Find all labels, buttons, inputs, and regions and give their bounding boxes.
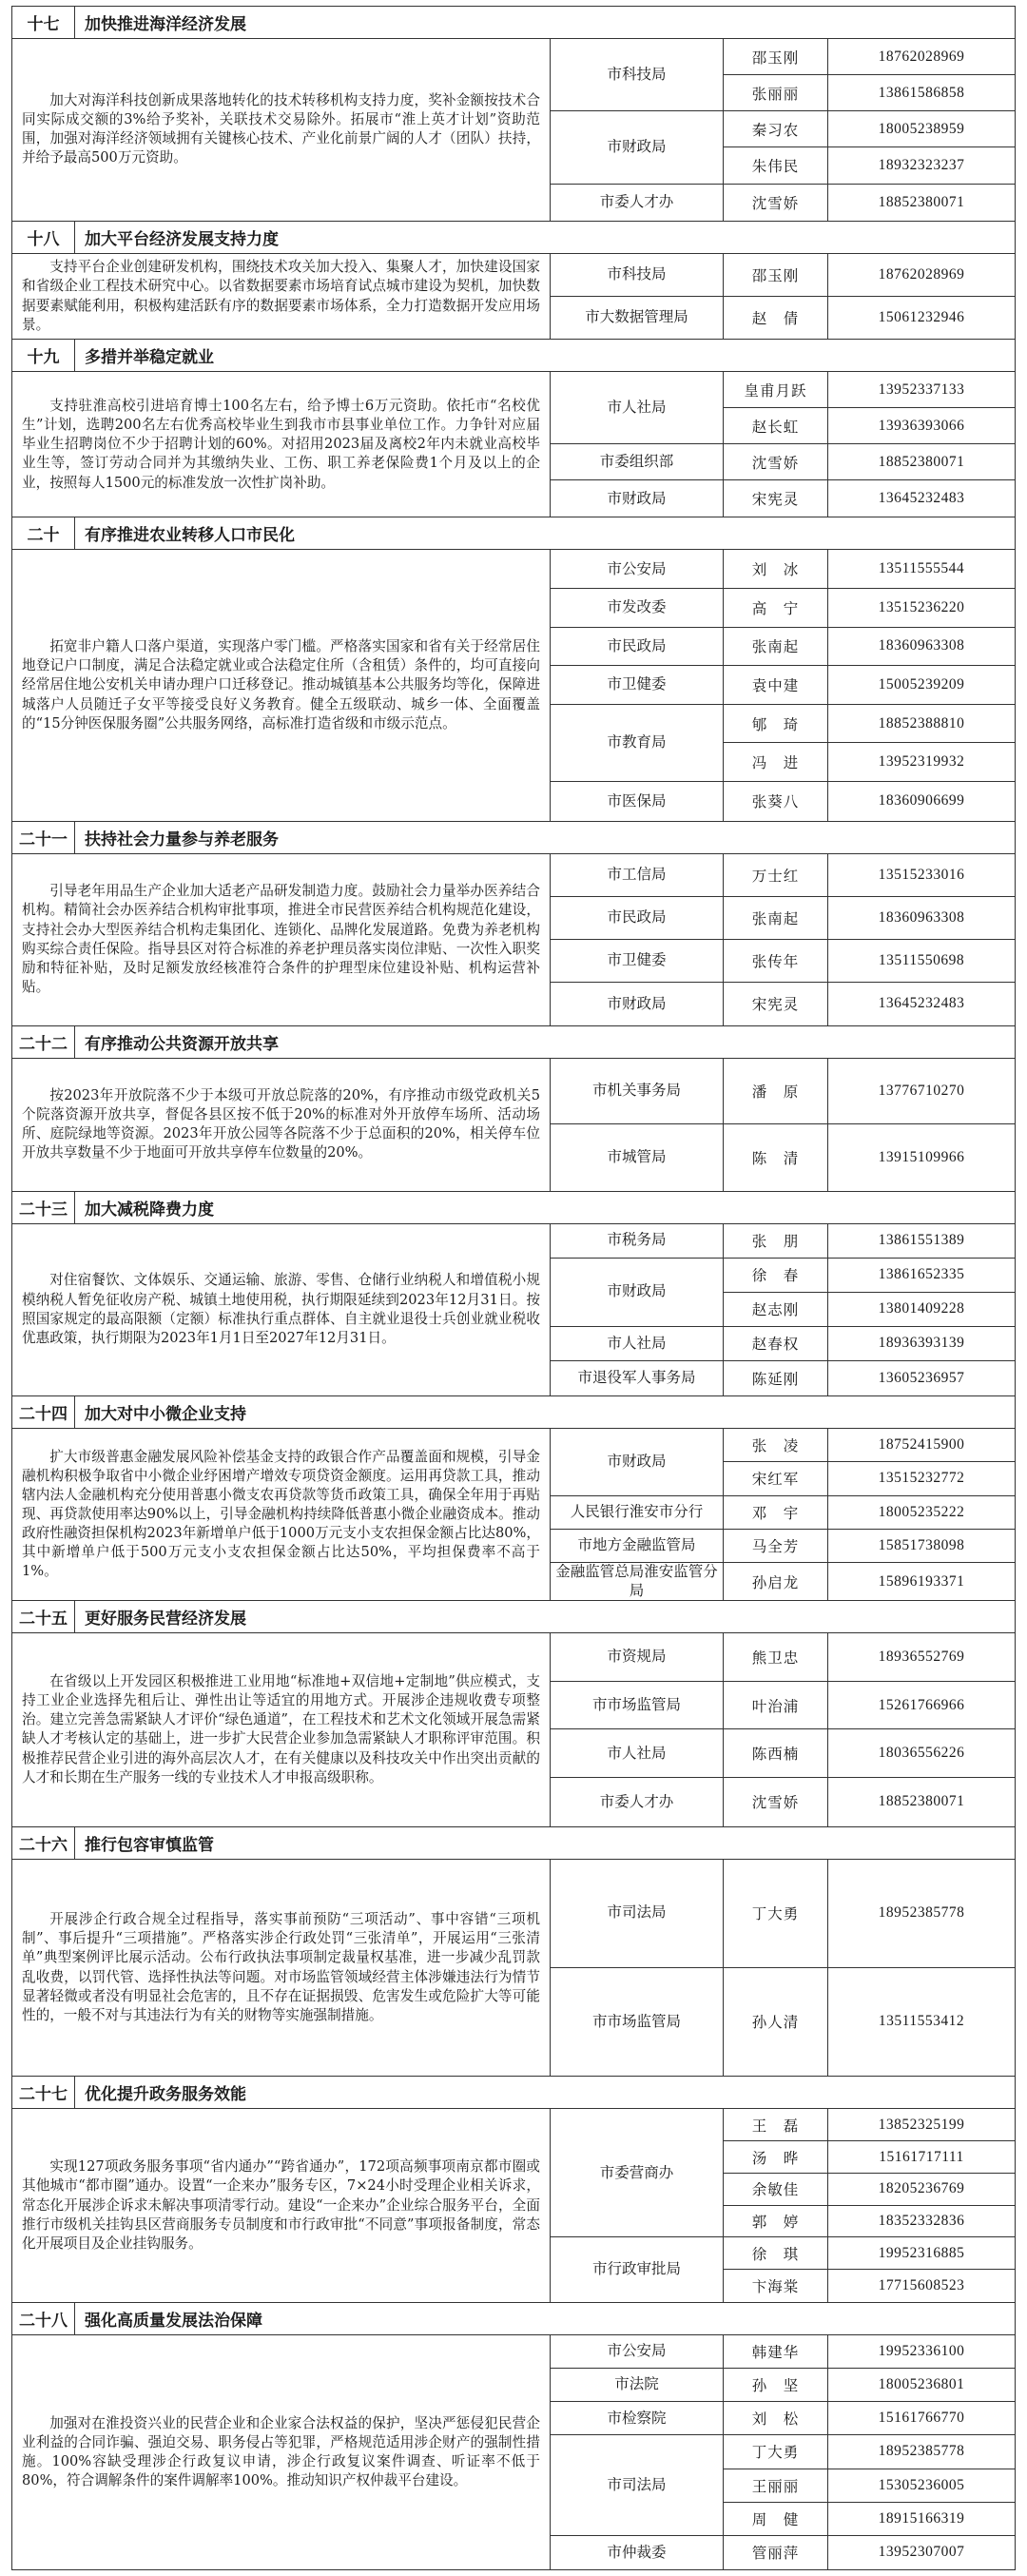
contact-department: 市民政局 bbox=[551, 897, 724, 940]
contact-phone: 15261766966 bbox=[828, 1682, 1015, 1730]
section-number: 二十 bbox=[12, 517, 75, 549]
section-header bbox=[11, 1600, 1016, 1632]
contact-table bbox=[551, 1224, 1015, 1395]
contact-department: 市财政局 bbox=[551, 983, 724, 1025]
contact-name: 郇 琦 bbox=[724, 705, 828, 744]
contact-name: 孙启龙 bbox=[724, 1563, 828, 1600]
contact-name: 丁大勇 bbox=[724, 1860, 828, 1968]
section-description bbox=[12, 2335, 551, 2569]
contact-phone: 18360963308 bbox=[828, 897, 1015, 940]
contact-department: 市委组织部 bbox=[551, 444, 724, 480]
contact-name: 宋红军 bbox=[724, 1462, 828, 1495]
contact-name: 张南起 bbox=[724, 897, 828, 940]
section-number: 二十七 bbox=[12, 2077, 75, 2108]
section-title: 扶持社会力量参与养老服务 bbox=[85, 829, 279, 849]
contact-phone: 15896193371 bbox=[878, 1572, 965, 1590]
section-title: 加大对中小微企业支持 bbox=[85, 1404, 246, 1424]
policy-section bbox=[11, 1826, 1016, 2077]
section-description bbox=[12, 550, 551, 820]
section-description-text: 加大对海洋科技创新成果落地转化的技术转移机构支持力度，奖补金额按技术合同实际成交额的3%给予奖补，关联技术交易除外。拓展市“淮上英才计划”资助范围，加强对海洋经济领域拥有关键核心技术、产业化前景广阔的人才（团队）扶持，并给予最高500万元资助。 bbox=[22, 92, 540, 166]
contact-department: 市市场监管局 bbox=[551, 1968, 724, 2077]
contact-phone: 18352332836 bbox=[828, 2206, 1015, 2238]
policy-section bbox=[11, 1025, 1016, 1191]
contact-department: 市公安局 bbox=[551, 550, 724, 589]
section-description-text: 拓宽非户籍人口落户渠道，实现落户零门槛。严格落实国家和省有关于经常居住地登记户口制度，满足合法稳定就业或合法稳定住所（含租赁）条件的，均可直接向经常居住地公安机关申请办理户口迁移登记。推动城镇基本公共服务均等化，保障进城落户人员随迁子女平等接受良好义务教育。健全五级联动、城乡一体、全面覆盖的“15分钟医保服务圈”公共服务网络，高标准打造省级和市级示范点。 bbox=[22, 638, 540, 732]
contact-name: 宋宪灵 bbox=[724, 983, 828, 1025]
section-description-text: 按2023年开放院落不少于本级可开放总院落的20%，有序推动市级党政机关5个院落资源开放共享，督促各县区按不低于20%的标准对外开放停车场所、活动场所、庭院绿地等资源。2023年开放公园等各院落不少于总面积的20%，相关停车位开放共享数量不少于地面可开放共享停车位数量的20%。 bbox=[22, 1086, 540, 1161]
contact-table bbox=[551, 1059, 1015, 1191]
contact-table bbox=[551, 372, 1015, 517]
contact-phone: 18762028969 bbox=[828, 254, 1015, 297]
contact-phone: 13515232772 bbox=[828, 1462, 1015, 1495]
contact-phone: 15161766770 bbox=[828, 2402, 1015, 2435]
section-title: 有序推进农业转移人口市民化 bbox=[85, 526, 295, 546]
contact-department: 市检察院 bbox=[551, 2402, 724, 2435]
contact-phone: 18936552769 bbox=[828, 1633, 1015, 1682]
contact-phone: 15061232946 bbox=[878, 308, 965, 325]
contact-department: 市仲裁委 bbox=[551, 2536, 724, 2569]
contact-name: 沈雪娇 bbox=[724, 185, 828, 221]
section-description-text: 实现127项政务服务事项“省内通办”“跨省通办”，172项高频事项南京都市圈或其他城市“都市圈”通办。设置“一企来办”服务专区，7×24小时受理企业相关诉求，常态化开展涉企诉求未解决事项清零行动。建设“一企来办”企业综合服务平台，全面推行市级机关挂钩县区营商服务专员制度和市行政审批“不同意”事项报备制度，常态化开展项目及企业挂钩服务。 bbox=[22, 2158, 540, 2252]
policy-section bbox=[11, 6, 1016, 221]
contact-name: 万士红 bbox=[724, 854, 828, 897]
section-description bbox=[12, 39, 551, 221]
contact-department: 市地方金融监管局 bbox=[551, 1530, 724, 1563]
section-description bbox=[12, 854, 551, 1025]
contact-phone: 15305236005 bbox=[828, 2469, 1015, 2503]
section-title: 加大平台经济发展支持力度 bbox=[85, 229, 279, 249]
contact-name: 王 磊 bbox=[724, 2109, 828, 2141]
policy-section bbox=[11, 2302, 1016, 2570]
contact-name: 熊卫忠 bbox=[724, 1633, 828, 1682]
section-header bbox=[11, 339, 1016, 371]
contact-table bbox=[551, 2109, 1015, 2302]
contact-name: 赵志刚 bbox=[724, 1293, 828, 1327]
contact-department: 市司法局 bbox=[551, 2435, 724, 2535]
policy-section bbox=[11, 339, 1016, 517]
contact-phone: 18036556226 bbox=[828, 1729, 1015, 1778]
contact-department: 市市场监管局 bbox=[551, 1682, 724, 1730]
contact-phone: 18762028969 bbox=[828, 39, 1015, 75]
contact-department: 市退役军人事务局 bbox=[551, 1361, 724, 1395]
contact-phone: 13852325199 bbox=[828, 2109, 1015, 2141]
contact-department: 市财政局 bbox=[551, 1259, 724, 1327]
section-header bbox=[11, 6, 1016, 38]
contact-phone: 15851738098 bbox=[828, 1530, 1015, 1563]
contact-name: 赵 倩 bbox=[724, 297, 828, 340]
contact-phone: 18752415900 bbox=[828, 1429, 1015, 1462]
section-header bbox=[11, 221, 1016, 253]
contact-department: 市大数据管理局 bbox=[551, 297, 724, 340]
section-number: 二十五 bbox=[12, 1601, 75, 1632]
contact-phone: 18852388810 bbox=[828, 705, 1015, 744]
contact-department: 金融监管总局淮安监管分局 bbox=[551, 1563, 724, 1600]
contact-table bbox=[551, 854, 1015, 1025]
contact-department: 人民银行淮安市分行 bbox=[551, 1496, 724, 1530]
contact-phone: 18852380071 bbox=[878, 193, 965, 210]
contact-department: 市工信局 bbox=[551, 854, 724, 897]
contact-table bbox=[551, 2335, 1015, 2569]
section-description-text: 加强对在淮投资兴业的民营企业和企业家合法权益的保护，坚决严惩侵犯民营企业利益的合同诈骗、强迫交易、职务侵占等犯罪，严格规范适用涉企财产的强制性措施。100%容缺受理涉企行政复议申请，涉企行政复议案件调查、听证率不低于80%，符合调解条件的案件调解率100%。推动知识产权仲裁平台建设。 bbox=[22, 2414, 540, 2489]
contact-phone: 18360906699 bbox=[878, 792, 965, 810]
section-description bbox=[12, 372, 551, 517]
contact-department: 市人社局 bbox=[551, 1327, 724, 1361]
contact-phone: 13952319932 bbox=[828, 743, 1015, 782]
contact-phone: 13952307007 bbox=[878, 2544, 965, 2561]
contact-name: 赵春权 bbox=[724, 1327, 828, 1361]
contact-name: 张丽丽 bbox=[724, 75, 828, 111]
contact-phone: 13515236220 bbox=[828, 589, 1015, 628]
contact-name: 王丽丽 bbox=[724, 2469, 828, 2503]
contact-department: 市财政局 bbox=[551, 1429, 724, 1496]
contact-department: 市城管局 bbox=[551, 1124, 724, 1190]
contact-department: 市法院 bbox=[551, 2369, 724, 2402]
section-description bbox=[12, 1633, 551, 1826]
contact-phone: 19952336100 bbox=[828, 2335, 1015, 2369]
section-description bbox=[12, 254, 551, 340]
contact-department: 市人社局 bbox=[551, 1729, 724, 1778]
section-number: 二十一 bbox=[12, 822, 75, 853]
contact-name: 张南起 bbox=[724, 628, 828, 667]
section-header bbox=[11, 2076, 1016, 2108]
contact-name: 沈雪娇 bbox=[724, 444, 828, 480]
contact-table bbox=[551, 1429, 1015, 1600]
contact-department: 市民政局 bbox=[551, 628, 724, 667]
section-number: 二十六 bbox=[12, 1827, 75, 1859]
policy-section bbox=[11, 821, 1016, 1025]
section-body bbox=[11, 853, 1016, 1025]
contact-name: 丁大勇 bbox=[724, 2435, 828, 2469]
policy-section bbox=[11, 1191, 1016, 1395]
contact-department: 市发改委 bbox=[551, 589, 724, 628]
contact-phone: 18952385778 bbox=[828, 1860, 1015, 1968]
contact-department: 市医保局 bbox=[551, 782, 724, 821]
contact-phone: 18952385778 bbox=[828, 2435, 1015, 2469]
section-description bbox=[12, 1860, 551, 2077]
contact-phone: 13511553412 bbox=[878, 2013, 965, 2030]
section-body bbox=[11, 1223, 1016, 1395]
contact-phone: 13605236957 bbox=[878, 1369, 965, 1386]
policy-section bbox=[11, 2076, 1016, 2302]
contact-phone: 18005236801 bbox=[828, 2369, 1015, 2402]
contact-name: 邵玉刚 bbox=[724, 39, 828, 75]
section-body bbox=[11, 371, 1016, 517]
section-body bbox=[11, 253, 1016, 340]
contact-phone: 19952316885 bbox=[828, 2237, 1015, 2270]
contact-department: 市委人才办 bbox=[551, 1778, 724, 1826]
section-header bbox=[11, 821, 1016, 853]
contact-name: 秦习农 bbox=[724, 111, 828, 147]
section-title: 推行包容审慎监管 bbox=[85, 1835, 214, 1855]
section-body bbox=[11, 1859, 1016, 2077]
section-number: 十八 bbox=[12, 222, 75, 253]
policy-section bbox=[11, 1600, 1016, 1826]
section-body bbox=[11, 549, 1016, 820]
contact-department: 市委人才办 bbox=[551, 185, 724, 221]
contact-phone: 18852380071 bbox=[878, 1793, 965, 1810]
contact-phone: 17715608523 bbox=[878, 2277, 965, 2294]
contact-department: 市卫健委 bbox=[551, 940, 724, 983]
section-header bbox=[11, 1025, 1016, 1058]
section-description-text: 开展涉企行政合规全过程指导，落实事前预防“三项活动”、事中容错“三项机制”、事后提升“三项措施”。严格落实涉企行政处罚“三张清单”，开展运用“三张清单”典型案例评比展示活动。公布行政执法事项制定裁量权基准，进一步减少乱罚款乱收费，以罚代管、选择性执法等问题。对市场监管领域经营主体涉嫌违法行为情节显著轻微或者没有明显社会危害的，且不存在证据损毁、危害发生或危险扩大等可能性的，一般不对与其违法行为有关的财物等实施强制措施。 bbox=[22, 1911, 540, 2023]
section-description bbox=[12, 1429, 551, 1600]
contact-name: 韩建华 bbox=[724, 2335, 828, 2369]
contact-phone: 18915166319 bbox=[828, 2503, 1015, 2536]
section-description-text: 对住宿餐饮、文体娱乐、交通运输、旅游、零售、仓储行业纳税人和增值税小规模纳税人暂免征收房产税、城镇土地使用税，执行期限延续到2023年12月31日。按照国家规定的最高限额（定额）标准执行重点群体、自主就业退役士兵创业就业税收优惠政策，执行期限为2023年1月1日至2027年12月31日。 bbox=[22, 1272, 540, 1346]
contact-table bbox=[551, 1860, 1015, 2077]
contact-name: 陈西楠 bbox=[724, 1729, 828, 1778]
contact-name: 汤 晔 bbox=[724, 2141, 828, 2174]
section-description-text: 扩大市级普惠金融发展风险补偿基金支持的政银合作产品覆盖面和规模，引导金融机构积极争取省中小微企业纾困增产增效专项贷资金额度。运用再贷款工具，推动辖内法人金融机构充分使用普惠小微支农再贷款等货币政策工具，确保全年用于再贴现、再贷款使用率达90%以上，引导金融机构持续降低普惠小微企业融资成本。推动政府性融资担保机构2023年新增单户低于1000万元支小支农担保金额占比达80%，其中新增单户低于500万元支小支农担保金额占比达50%，平均担保费率不高于1%。 bbox=[22, 1448, 540, 1580]
contact-name: 邵玉刚 bbox=[724, 254, 828, 297]
policy-section bbox=[11, 517, 1016, 820]
contact-department: 市司法局 bbox=[551, 1860, 724, 1968]
contact-name: 张 凌 bbox=[724, 1429, 828, 1462]
contact-name: 徐 琪 bbox=[724, 2237, 828, 2270]
section-title: 有序推动公共资源开放共享 bbox=[85, 1034, 279, 1054]
contact-name: 余敏佳 bbox=[724, 2174, 828, 2206]
contact-name: 皇甫月跃 bbox=[724, 372, 828, 408]
contact-name: 宋宪灵 bbox=[724, 480, 828, 517]
section-number: 二十二 bbox=[12, 1026, 75, 1058]
contact-phone: 13801409228 bbox=[828, 1293, 1015, 1327]
contact-name: 刘 松 bbox=[724, 2402, 828, 2435]
contact-phone: 18005238959 bbox=[828, 111, 1015, 147]
contact-department: 市科技局 bbox=[551, 39, 724, 111]
contact-phone: 13776710270 bbox=[828, 1059, 1015, 1124]
contact-phone: 13936393066 bbox=[828, 408, 1015, 444]
contact-name: 袁中建 bbox=[724, 666, 828, 705]
contact-phone: 18205236769 bbox=[828, 2174, 1015, 2206]
section-number: 二十三 bbox=[12, 1192, 75, 1223]
contact-phone: 15005239209 bbox=[828, 666, 1015, 705]
contact-department: 市委营商办 bbox=[551, 2109, 724, 2237]
contact-table bbox=[551, 550, 1015, 820]
contact-department: 市财政局 bbox=[551, 111, 724, 184]
contact-department: 市机关事务局 bbox=[551, 1059, 724, 1124]
contact-name: 高 宁 bbox=[724, 589, 828, 628]
section-description bbox=[12, 1059, 551, 1191]
section-header bbox=[11, 1395, 1016, 1428]
section-body bbox=[11, 1428, 1016, 1600]
contact-phone: 13511555544 bbox=[828, 550, 1015, 589]
contact-name: 卞海棠 bbox=[724, 2270, 828, 2302]
section-title: 更好服务民营经济发展 bbox=[85, 1610, 246, 1630]
contact-name: 邓 宇 bbox=[724, 1496, 828, 1530]
section-number: 十九 bbox=[12, 340, 75, 371]
contact-phone: 18360963308 bbox=[828, 628, 1015, 667]
section-header bbox=[11, 2302, 1016, 2334]
section-description bbox=[12, 1224, 551, 1395]
section-number: 十七 bbox=[12, 7, 75, 38]
contact-name: 张葵八 bbox=[724, 782, 828, 821]
contact-name: 周 健 bbox=[724, 2503, 828, 2536]
contact-name: 孙人清 bbox=[724, 1968, 828, 2077]
section-body bbox=[11, 2108, 1016, 2302]
contact-phone: 18852380071 bbox=[828, 444, 1015, 480]
contact-name: 朱伟民 bbox=[724, 147, 828, 184]
contact-phone: 15161717111 bbox=[828, 2141, 1015, 2174]
contact-name: 陈延刚 bbox=[724, 1361, 828, 1395]
section-header bbox=[11, 1191, 1016, 1223]
contact-department: 市人社局 bbox=[551, 372, 724, 444]
contact-department: 市卫健委 bbox=[551, 666, 724, 705]
contact-name: 张 朋 bbox=[724, 1224, 828, 1259]
section-description-text: 支持驻淮高校引进培育博士100名左右，给予博士6万元资助。依托市“名校优生”计划，选聘200名左右优秀高校毕业生到我市市县事业单位工作。力争针对应届毕业生招聘岗位不少于招聘计划的60%。对招用2023届及离校2年内未就业高校毕业生等，签订劳动合同并为其缴纳失业、工伤、职工养老保险费1个月及以上的企业，按照每人1500元的标准发放一次性扩岗补助。 bbox=[22, 398, 540, 491]
section-description-text: 引导老年用品生产企业加大适老产品研发制造力度。鼓励社会力量举办医养结合机构。精简社会办医养结合机构审批事项，推进全市民营医养结合机构规范化建设，支持社会办大型医养结合机构走集团化、连锁化、品牌化发展道路。免费为养老机构购买综合责任保险。指导县区对符合标准的养老护理员落实岗位津贴、一次性入职奖励和特征补贴，及时足额发放经核准符合条件的护理型床位建设补贴、机构运营补贴。 bbox=[22, 883, 540, 995]
contact-name: 刘 冰 bbox=[724, 550, 828, 589]
policy-table bbox=[11, 6, 1016, 2570]
section-header bbox=[11, 1826, 1016, 1859]
contact-phone: 13861652335 bbox=[828, 1259, 1015, 1293]
section-body bbox=[11, 1632, 1016, 1826]
contact-department: 市公安局 bbox=[551, 2335, 724, 2369]
contact-name: 陈 清 bbox=[724, 1124, 828, 1190]
contact-department: 市教育局 bbox=[551, 705, 724, 782]
contact-name: 赵长虹 bbox=[724, 408, 828, 444]
contact-table bbox=[551, 1633, 1015, 1826]
contact-department: 市税务局 bbox=[551, 1224, 724, 1259]
contact-department: 市科技局 bbox=[551, 254, 724, 297]
contact-name: 郭 婷 bbox=[724, 2206, 828, 2238]
policy-section bbox=[11, 221, 1016, 340]
contact-phone: 13861586858 bbox=[828, 75, 1015, 111]
section-title: 多措并举稳定就业 bbox=[85, 348, 214, 368]
section-description-text: 支持平台企业创建研发机构，围绕技术攻关加大投入、集聚人才，加快建设国家和省级企业工程技术研究中心。以省数据要素市场培育试点城市建设为契机，加快数据要素赋能利用，积极构建活跃有序的数据要素市场体系，全力打造数据开发应用场景。 bbox=[22, 259, 540, 333]
contact-phone: 13952337133 bbox=[828, 372, 1015, 408]
section-title: 优化提升政务服务效能 bbox=[85, 2085, 246, 2105]
contact-name: 管丽萍 bbox=[724, 2536, 828, 2569]
contact-name: 孙 坚 bbox=[724, 2369, 828, 2402]
contact-department: 市财政局 bbox=[551, 480, 724, 517]
contact-name: 徐 春 bbox=[724, 1259, 828, 1293]
contact-department: 市行政审批局 bbox=[551, 2237, 724, 2302]
section-body bbox=[11, 1058, 1016, 1191]
contact-department: 市资规局 bbox=[551, 1633, 724, 1682]
contact-phone: 13915109966 bbox=[878, 1148, 965, 1165]
contact-name: 叶治浦 bbox=[724, 1682, 828, 1730]
contact-name: 冯 进 bbox=[724, 743, 828, 782]
contact-name: 张传年 bbox=[724, 940, 828, 983]
contact-phone: 13515233016 bbox=[828, 854, 1015, 897]
contact-table bbox=[551, 39, 1015, 221]
contact-name: 沈雪娇 bbox=[724, 1778, 828, 1826]
section-title: 加快推进海洋经济发展 bbox=[85, 15, 246, 34]
section-body bbox=[11, 38, 1016, 221]
contact-phone: 13861551389 bbox=[828, 1224, 1015, 1259]
section-title: 加大减税降费力度 bbox=[85, 1200, 214, 1220]
contact-name: 潘 原 bbox=[724, 1059, 828, 1124]
contact-phone: 18936393139 bbox=[828, 1327, 1015, 1361]
contact-table bbox=[551, 254, 1015, 340]
section-header bbox=[11, 517, 1016, 549]
section-number: 二十八 bbox=[12, 2303, 75, 2334]
contact-phone: 13511550698 bbox=[828, 940, 1015, 983]
section-number: 二十四 bbox=[12, 1396, 75, 1428]
contact-phone: 13645232483 bbox=[878, 995, 965, 1012]
section-description-text: 在省级以上开发园区积极推进工业用地“标准地+双信地+定制地”供应模式，支持工业企业选择先租后让、弹性出让等适宜的用地方式。开展涉企违规收费专项整治。建立完善急需紧缺人才评价“绿色通道”，在工程技术和艺术文化领域开展急需紧缺人才考核认定的基础上，进一步扩大民营企业参加急需紧缺人才职称评审范围。积极推荐民营企业引进的海外高层次人才，在有关健康以及科技攻关中作出突出贡献的人才和长期在生产服务一线的专业技术人才申报高级职称。 bbox=[22, 1673, 540, 1786]
contact-phone: 18932323237 bbox=[828, 147, 1015, 184]
contact-phone: 13645232483 bbox=[878, 490, 965, 507]
section-description bbox=[12, 2109, 551, 2302]
contact-phone: 18005235222 bbox=[828, 1496, 1015, 1530]
contact-name: 马全芳 bbox=[724, 1530, 828, 1563]
policy-section bbox=[11, 1395, 1016, 1600]
section-title: 强化高质量发展法治保障 bbox=[85, 2311, 262, 2331]
section-body bbox=[11, 2334, 1016, 2570]
